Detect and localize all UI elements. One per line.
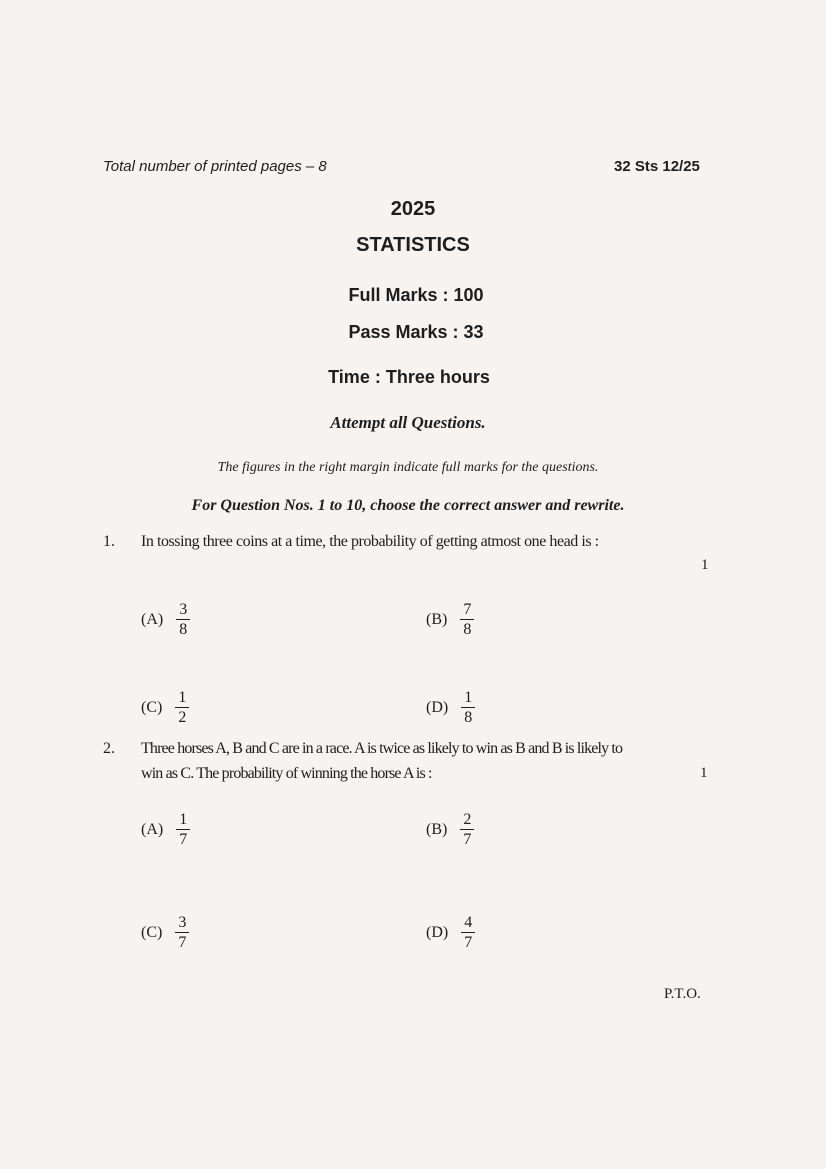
option-label: (D) <box>426 698 449 716</box>
numerator: 7 <box>463 601 472 618</box>
question-number: 2. <box>103 740 115 757</box>
option-a <box>141 810 190 849</box>
numerator: 3 <box>179 601 188 618</box>
option-label: (A) <box>141 820 164 838</box>
marks-instruction: The figures in the right margin indicate full marks for the questions. <box>217 460 599 475</box>
question-number: 1. <box>103 533 115 550</box>
option-fraction <box>176 600 190 639</box>
option-c <box>141 688 189 727</box>
subject-title: STATISTICS <box>356 234 470 256</box>
numerator: 1 <box>178 689 187 706</box>
numerator: 1 <box>179 811 188 828</box>
option-d <box>426 913 475 952</box>
paper-code: 32 Sts 12/25 <box>614 158 700 175</box>
option-label: (C) <box>141 923 163 941</box>
numerator: 2 <box>463 811 472 828</box>
denominator: 7 <box>175 932 189 952</box>
printed-pages-note: Total number of printed pages – 8 <box>103 158 327 175</box>
question-text-line-1: Three horses A, B and C are in a race. A is twice as likely to win as B and B is likely to <box>141 740 623 757</box>
denominator: 8 <box>461 707 475 727</box>
option-label: (B) <box>426 820 448 838</box>
numerator: 4 <box>464 914 473 931</box>
option-fraction <box>461 913 475 952</box>
option-fraction <box>461 688 475 727</box>
option-d <box>426 688 475 727</box>
option-label: (D) <box>426 923 449 941</box>
option-fraction <box>460 810 474 849</box>
question-marks: 1 <box>700 765 708 781</box>
option-b <box>426 810 474 849</box>
denominator: 7 <box>176 829 190 849</box>
exam-year: 2025 <box>390 198 436 220</box>
denominator: 2 <box>175 707 189 727</box>
question-text-line-2: win as C. The probability of winning the horse A is : <box>141 765 432 782</box>
question-marks: 1 <box>701 557 709 573</box>
option-b <box>426 600 474 639</box>
option-c <box>141 913 189 952</box>
denominator: 7 <box>460 829 474 849</box>
option-label: (C) <box>141 698 163 716</box>
option-a <box>141 600 190 639</box>
option-fraction <box>175 688 189 727</box>
pass-marks: Pass Marks : 33 <box>348 322 484 342</box>
denominator: 8 <box>176 619 190 639</box>
question-text: In tossing three coins at a time, the probability of getting atmost one head is : <box>141 533 599 550</box>
time-allowed: Time : Three hours <box>328 367 490 387</box>
numerator: 1 <box>464 689 473 706</box>
option-label: (A) <box>141 610 164 628</box>
option-fraction <box>175 913 189 952</box>
please-turn-over: P.T.O. <box>664 986 701 1002</box>
option-label: (B) <box>426 610 448 628</box>
denominator: 8 <box>460 619 474 639</box>
option-fraction <box>176 810 190 849</box>
full-marks: Full Marks : 100 <box>348 285 484 305</box>
option-fraction <box>460 600 474 639</box>
denominator: 7 <box>461 932 475 952</box>
attempt-instruction: Attempt all Questions. <box>330 413 486 432</box>
choose-instruction: For Question Nos. 1 to 10, choose the correct answer and rewrite. <box>191 497 625 514</box>
numerator: 3 <box>178 914 187 931</box>
